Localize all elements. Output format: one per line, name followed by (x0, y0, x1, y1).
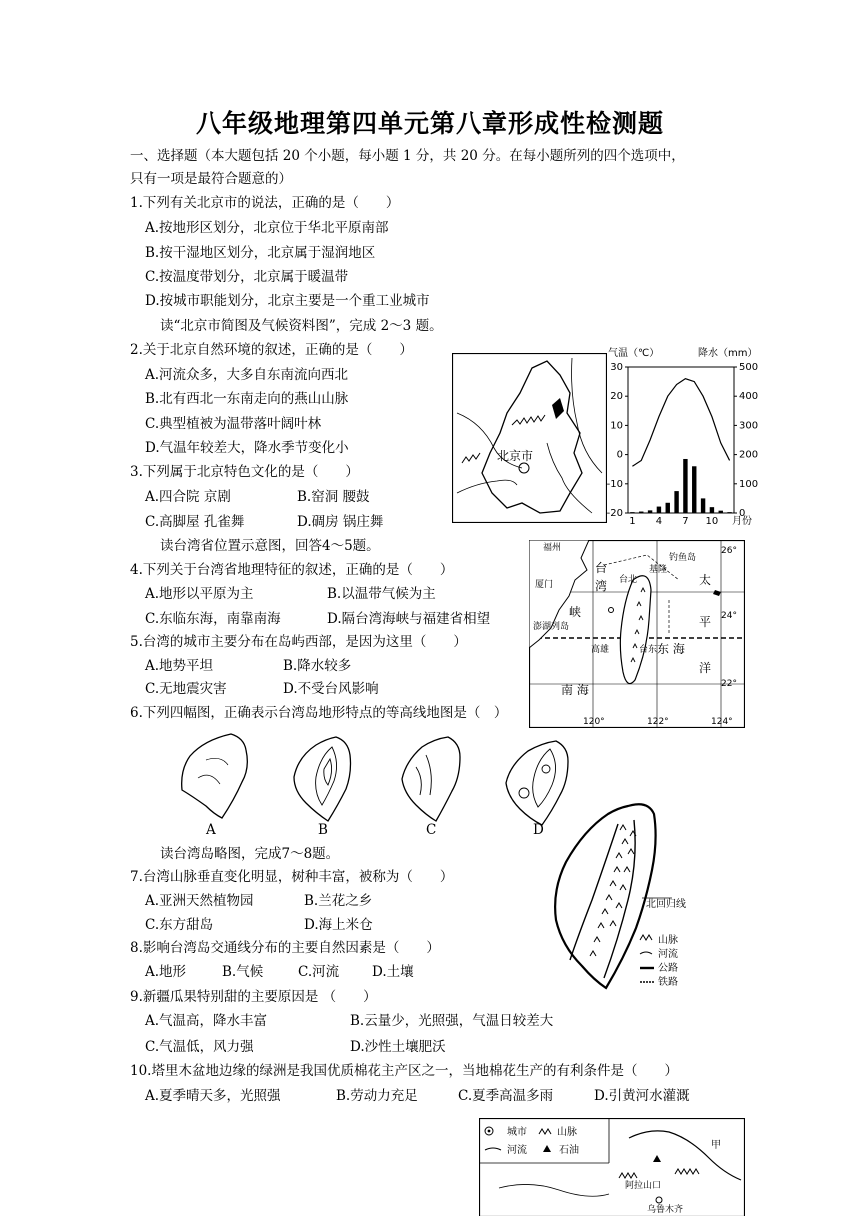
plot-frame (628, 367, 734, 513)
month-unit-label: 月份 (732, 516, 752, 525)
label-kaohsiung: 高雄 (591, 645, 610, 655)
instruction-q4-5: 读台湾省位置示意图，回答4～5题。 (160, 538, 380, 554)
label-pacific-2: 平 (699, 615, 712, 629)
lat-tick-24: 24° (721, 611, 737, 621)
precip-bar (683, 459, 687, 513)
question-6-option-d[interactable]: D (533, 822, 544, 838)
temp-tick-label: 10 (610, 420, 623, 432)
temp-tick-label: 0 (616, 449, 623, 461)
question-1-option-d[interactable]: D.按城市职能划分，北京主要是一个重工业城市 (145, 293, 430, 309)
label-urumqi: 乌鲁木齐 (647, 1205, 684, 1215)
precip-tick-label: 300 (739, 420, 759, 432)
label-taipei: 台北 (619, 575, 638, 585)
question-10-stem: 10.塔里木盆地边缘的绿洲是我国优质棉花主产区之一，当地棉花生产的有利条件是（ ） (130, 1063, 678, 1079)
temperature-line (632, 379, 729, 467)
question-4-option-a[interactable]: A.地形以平原为主 (145, 586, 254, 602)
question-10-option-c[interactable]: C.夏季高温多雨 (458, 1088, 554, 1104)
label-east-sea: 东 海 (657, 642, 685, 656)
mountain-icon (640, 935, 652, 940)
question-7-option-b[interactable]: B.兰花之乡 (304, 893, 373, 909)
instruction-q7-8: 读台湾岛略图，完成7～8题。 (160, 846, 340, 862)
precip-tick-label: 400 (739, 391, 759, 403)
label-alashankou: 阿拉山口 (625, 1181, 662, 1191)
question-1-option-b[interactable]: B.按干湿地区划分，北京属于湿润地区 (145, 245, 376, 261)
question-8-stem: 8.影响台湾岛交通线分布的主要自然因素是（ ） (130, 940, 440, 956)
question-8-option-a[interactable]: A.地形 (145, 964, 187, 980)
legend-railway: 铁路 (658, 977, 678, 988)
question-9-option-c[interactable]: C.气温低，风力强 (145, 1039, 254, 1055)
question-7-option-d[interactable]: D.海上米仓 (304, 917, 373, 933)
question-4-option-d[interactable]: D.隔台湾海峡与福建省相望 (327, 611, 491, 627)
precip-bar (666, 503, 670, 513)
question-4-option-c[interactable]: C.东临东海，南靠南海 (145, 611, 281, 627)
question-7-option-a[interactable]: A.亚洲天然植物园 (145, 893, 254, 909)
climate-chart (606, 345, 772, 525)
xinjiang-map (479, 1118, 745, 1216)
question-4-option-b[interactable]: B.以温带气候为主 (327, 586, 436, 602)
question-3-option-b[interactable]: B.窑洞 腰鼓 (297, 489, 370, 505)
question-5-stem: 5.台湾的城市主要分布在岛屿西部，是因为这里（ ） (130, 634, 467, 650)
question-5-option-d[interactable]: D.不受台风影响 (283, 681, 379, 697)
label-jia: 甲 (711, 1140, 721, 1151)
precip-tick-label: 200 (739, 449, 759, 461)
question-9-option-d[interactable]: D.沙性土壤肥沃 (350, 1039, 446, 1055)
question-6-option-c[interactable]: C (426, 822, 437, 838)
question-7-stem: 7.台湾山脉垂直变化明显，树种丰富，被称为（ ） (130, 869, 454, 885)
question-5-option-a[interactable]: A.地势平坦 (145, 658, 214, 674)
temperature-axis-label: 气温（℃） (608, 348, 660, 359)
label-taiwan-strait-3: 峡 (569, 605, 582, 619)
label-pacific-1: 太 (699, 573, 712, 587)
lat-tick-26: 26° (721, 546, 737, 556)
question-3-option-d[interactable]: D.碉房 锅庄舞 (297, 514, 384, 530)
temp-tick-label: -20 (606, 508, 623, 519)
question-7-option-c[interactable]: C.东方甜岛 (145, 917, 214, 933)
label-keelung: 基隆 (649, 565, 668, 575)
contour-map-b (288, 733, 358, 825)
question-6-stem: 6.下列四幅图，正确表示台湾岛地形特点的等高线地图是（ ） (130, 705, 508, 721)
question-2-option-c[interactable]: C.典型植被为温带落叶阔叶林 (145, 416, 322, 432)
question-6-option-a[interactable]: A (206, 822, 216, 838)
question-8-option-c[interactable]: C.河流 (298, 964, 340, 980)
label-xiamen: 厦门 (535, 580, 554, 590)
beijing-city-label: 北京市 (497, 449, 534, 463)
label-fuzhou: 福州 (543, 543, 562, 553)
label-pacific-3: 洋 (699, 661, 712, 675)
taiwan-island-map (548, 800, 708, 995)
question-10-option-d[interactable]: D.引黄河水灌溉 (594, 1088, 690, 1104)
label-taidong: 台东 (639, 645, 658, 655)
legend-river: 河流 (507, 1145, 527, 1156)
label-diaoyu: 钓鱼岛 (669, 553, 697, 563)
precip-bar (701, 498, 705, 513)
question-1-stem: 1.下列有关北京市的说法，正确的是（ ） (130, 195, 400, 211)
section-instruction-line1: 一、选择题（本大题包括 20 个小题，每小题 1 分，共 20 分。在每小题所列的四个选项中， (130, 148, 685, 164)
question-3-stem: 3.下列属于北京特色文化的是（ ） (130, 464, 359, 480)
beijing-map (452, 353, 607, 523)
lat-tick-22: 22° (721, 679, 737, 689)
legend-river: 河流 (658, 949, 678, 960)
lon-tick-120: 120° (583, 717, 605, 727)
precip-bar (657, 507, 661, 513)
precip-bar (719, 511, 723, 513)
label-south-sea: 南 海 (561, 683, 589, 697)
label-penghu: 澎湖列岛 (533, 622, 570, 632)
precip-bar (727, 512, 731, 513)
precip-tick-label: 0 (739, 508, 746, 519)
lon-tick-124: 124° (711, 717, 733, 727)
question-5-option-c[interactable]: C.无地震灾害 (145, 681, 227, 697)
lon-tick-122: 122° (647, 717, 669, 727)
question-1-option-c[interactable]: C.按温度带划分，北京属于暖温带 (145, 269, 349, 285)
question-2-option-d[interactable]: D.气温年较差大，降水季节变化小 (145, 440, 349, 456)
question-10-option-a[interactable]: A.夏季晴天多，光照强 (145, 1088, 281, 1104)
question-5-option-b[interactable]: B.降水较多 (283, 658, 352, 674)
contour-map-a (176, 730, 256, 822)
question-2-option-a[interactable]: A.河流众多，大多自东南流向西北 (145, 367, 349, 383)
question-9-option-b[interactable]: B.云量少，光照强，气温日较差大 (350, 1013, 554, 1029)
question-4-stem: 4.下列关于台湾省地理特征的叙述，正确的是（ ） (130, 562, 454, 578)
month-tick-label: 7 (682, 516, 689, 525)
precip-bar (692, 466, 696, 513)
question-9-option-a[interactable]: A.气温高，降水丰富 (145, 1013, 268, 1029)
question-8-option-b[interactable]: B.气候 (222, 964, 264, 980)
taiwan-location-map (529, 540, 745, 728)
question-6-option-b[interactable]: B (318, 822, 328, 838)
legend-mountain: 山脉 (658, 935, 678, 946)
precip-tick-label: 500 (739, 362, 759, 373)
legend-oil: 石油 (559, 1145, 579, 1156)
label-taiwan-strait-2: 湾 (595, 579, 608, 593)
question-9-stem: 9.新疆瓜果特别甜的主要原因是 （ ） (130, 989, 377, 1005)
page-title: 八年级地理第四单元第八章形成性检测题 (195, 109, 664, 138)
precipitation-axis-label: 降水（mm） (698, 348, 758, 359)
tropic-of-cancer-label: 北回归线 (646, 899, 686, 910)
river-icon (640, 952, 652, 954)
precip-tick-label: 100 (739, 478, 759, 490)
question-1-option-a[interactable]: A.按地形区划分，北京位于华北平原南部 (145, 220, 389, 236)
question-2-option-b[interactable]: B.北有西北一东南走向的燕山山脉 (145, 391, 349, 407)
precip-bar (630, 512, 634, 513)
precip-bar (674, 491, 678, 513)
climate-chart-svg (606, 345, 772, 525)
month-tick-label: 1 (629, 516, 636, 525)
temp-tick-label: 20 (610, 391, 623, 403)
temp-tick-label: -10 (606, 478, 623, 490)
legend-city: 城市 (507, 1127, 527, 1138)
precip-bar (648, 510, 652, 513)
precip-bar (639, 512, 643, 513)
month-tick-label: 4 (655, 516, 663, 525)
question-10-option-b[interactable]: B.劳动力充足 (336, 1088, 418, 1104)
question-3-option-a[interactable]: A.四合院 京剧 (145, 489, 231, 505)
precip-bar (710, 507, 714, 513)
question-3-option-c[interactable]: C.高脚屋 孔雀舞 (145, 514, 245, 530)
contour-map-c (398, 733, 468, 825)
question-2-stem: 2.关于北京自然环境的叙述，正确的是（ ） (130, 342, 413, 358)
instruction-q2-3: 读“北京市简图及气候资料图”，完成 2～3 题。 (160, 318, 443, 334)
legend-road: 公路 (658, 963, 678, 974)
label-taiwan-strait-1: 台 (595, 561, 608, 575)
question-8-option-d[interactable]: D.土壤 (372, 964, 414, 980)
section-instruction-line2: 只有一项是最符合题意的） (130, 171, 292, 187)
month-tick-label: 10 (705, 516, 719, 525)
legend-mountain: 山脉 (557, 1127, 577, 1138)
temp-tick-label: 30 (610, 362, 623, 373)
